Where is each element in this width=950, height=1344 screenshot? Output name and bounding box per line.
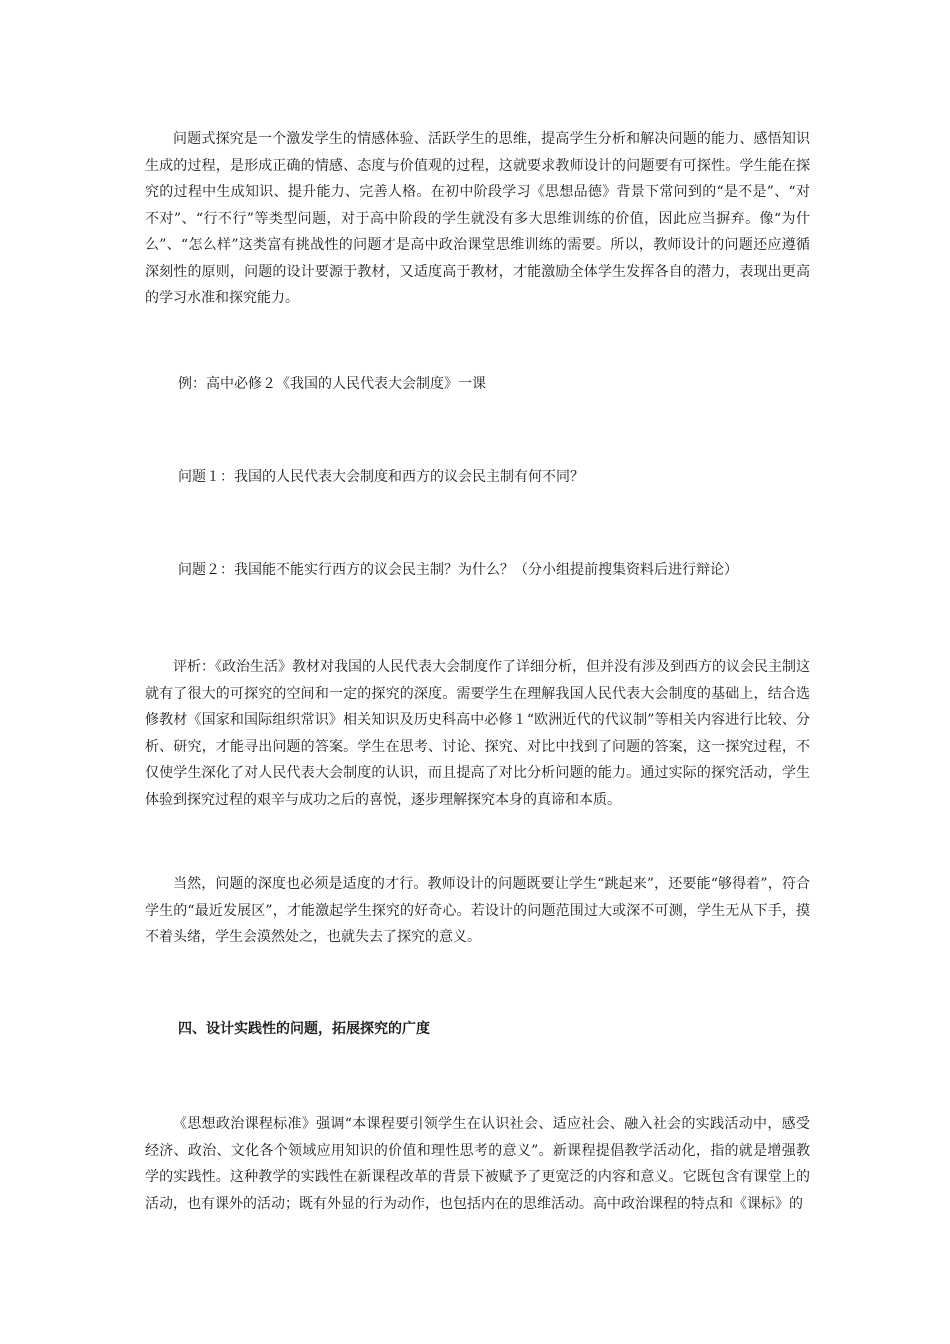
question-2: 问题２：我国能不能实行西方的议会民主制？为什么？（分小组提前搜集资料后进行辩论）: [178, 562, 738, 578]
paragraph-depth: 当然，问题的深度也必须是适度的才行。教师设计的问题既要让学生“跳起来”，还要能“够得着”，符合学生的“最近发展区”，才能激起学生探究的好奇心。若设计的问题范围过大或深不可测，学生无从下手，摸不着头绪，学生会漠然处之，也就失去了探究的意义。: [145, 876, 810, 945]
example-line: 例：高中必修２《我国的人民代表大会制度》一课: [178, 376, 486, 392]
paragraph-curriculum-standard: 《思想政治课程标准》强调“本课程要引领学生在认识社会、适应社会、融入社会的实践活动中，感受经济、政治、文化各个领域应用知识的价值和理性思考的意义”。新课程提倡教学活动化，指的就是增强教学的实践性。这种教学的实践性在新课程改革的背景下被赋予了更宽泛的内容和意义。它既包含有课堂上的活动，也有课外的活动；既有外显的行为动作，也包括内在的思维活动。高中政治课程的特点和《课标》的: [145, 1116, 810, 1212]
question-1: 问题１：我国的人民代表大会制度和西方的议会民主制有何不同？: [178, 469, 584, 485]
section-heading: 四、设计实践性的问题，拓展探究的广度: [178, 1021, 430, 1037]
paragraph-analysis: 评析：《政治生活》教材对我国的人民代表大会制度作了详细分析，但并没有涉及到西方的议会民主制这就有了很大的可探究的空间和一定的探究的深度。需要学生在理解我国人民代表大会制度的基础上，结合选修教材《国家和国际组织常识》相关知识及历史科高中必修１“欧洲近代的代议制”等相关内容进行比较、分析、研究，才能寻出问题的答案。学生在思考、讨论、探究、对比中找到了问题的答案，这一探究过程，不仅使学生深化了对人民代表大会制度的认识，而且提高了对比分析问题的能力。通过实际的探究活动，学生体验到探究过程的艰辛与成功之后的喜悦，逐步理解探究本身的真谛和本质。: [145, 659, 810, 808]
paragraph-inquiry-questions: 问题式探究是一个激发学生的情感体验、活跃学生的思维，提高学生分析和解决问题的能力、感悟知识生成的过程，是形成正确的情感、态度与价值观的过程，这就要求教师设计的问题要有可探性。学生能在探究的过程中生成知识、提升能力、完善人格。在初中阶段学习《思想品德》背景下常问到的“是不是”、“对不对”、“行不行”等类型问题，对于高中阶段的学生就没有多大思维训练的价值，因此应当摒弃。像“为什么”、“怎么样”这类富有挑战性的问题才是高中政治课堂思维训练的需要。所以，教师设计的问题还应遵循深刻性的原则，问题的设计要源于教材，又适度高于教材，才能激励全体学生发挥各自的潜力，表现出更高的学习水准和探究能力。: [145, 131, 810, 306]
